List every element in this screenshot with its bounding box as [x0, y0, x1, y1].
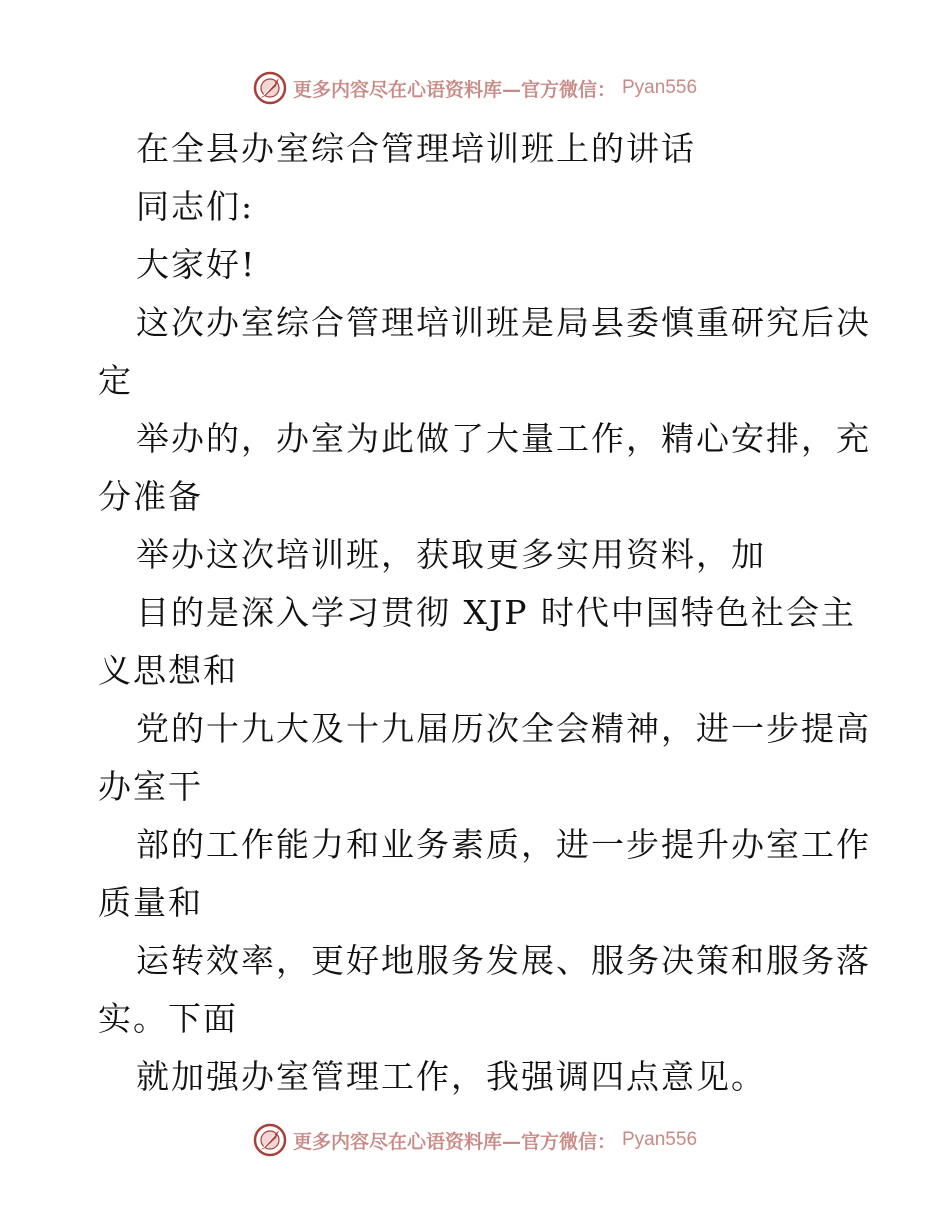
- text-line: 办室干: [98, 767, 203, 806]
- watermark-handle: Pyan556: [622, 77, 698, 98]
- text-line: 同志们:: [136, 187, 255, 226]
- footer-watermark: [0, 1120, 950, 1160]
- text-line: 分准备: [98, 477, 203, 516]
- watermark-text: 更多内容尽在心语资料库—官方微信：: [292, 78, 616, 101]
- text-line: 党的十九大及十九届历次全会精神，进一步提高: [136, 709, 871, 748]
- text-line: 部的工作能力和业务素质，进一步提升办室工作: [136, 825, 871, 864]
- text-line: 目的是深入学习贯彻 XJP 时代中国特色社会主: [136, 593, 856, 632]
- text-line: 举办这次培训班，获取更多实用资料，加: [136, 535, 766, 574]
- document-title: 在全县办室综合管理培训班上的讲话: [136, 129, 696, 168]
- paragraph-lines: [98, 178, 871, 1106]
- text-line: 义思想和: [98, 651, 238, 690]
- text-line: 就加强办室管理工作，我强调四点意见。: [136, 1057, 766, 1096]
- text-line: 定: [98, 361, 133, 400]
- quill-seal-icon: [253, 71, 287, 105]
- text-line: 实。下面: [98, 999, 238, 1038]
- document-body: [98, 120, 871, 1106]
- text-line: 举办的，办室为此做了大量工作，精心安排，充: [136, 419, 871, 458]
- watermark-text: 更多内容尽在心语资料库—官方微信：: [292, 1130, 616, 1153]
- watermark-handle: Pyan556: [622, 1129, 698, 1150]
- text-line: 质量和: [98, 883, 203, 922]
- text-line: 这次办室综合管理培训班是局县委慎重研究后决: [136, 303, 871, 342]
- text-line: 运转效率，更好地服务发展、服务决策和服务落: [136, 941, 871, 980]
- header-watermark: [0, 68, 950, 108]
- text-line: 大家好!: [136, 245, 257, 284]
- quill-seal-icon: [253, 1123, 287, 1157]
